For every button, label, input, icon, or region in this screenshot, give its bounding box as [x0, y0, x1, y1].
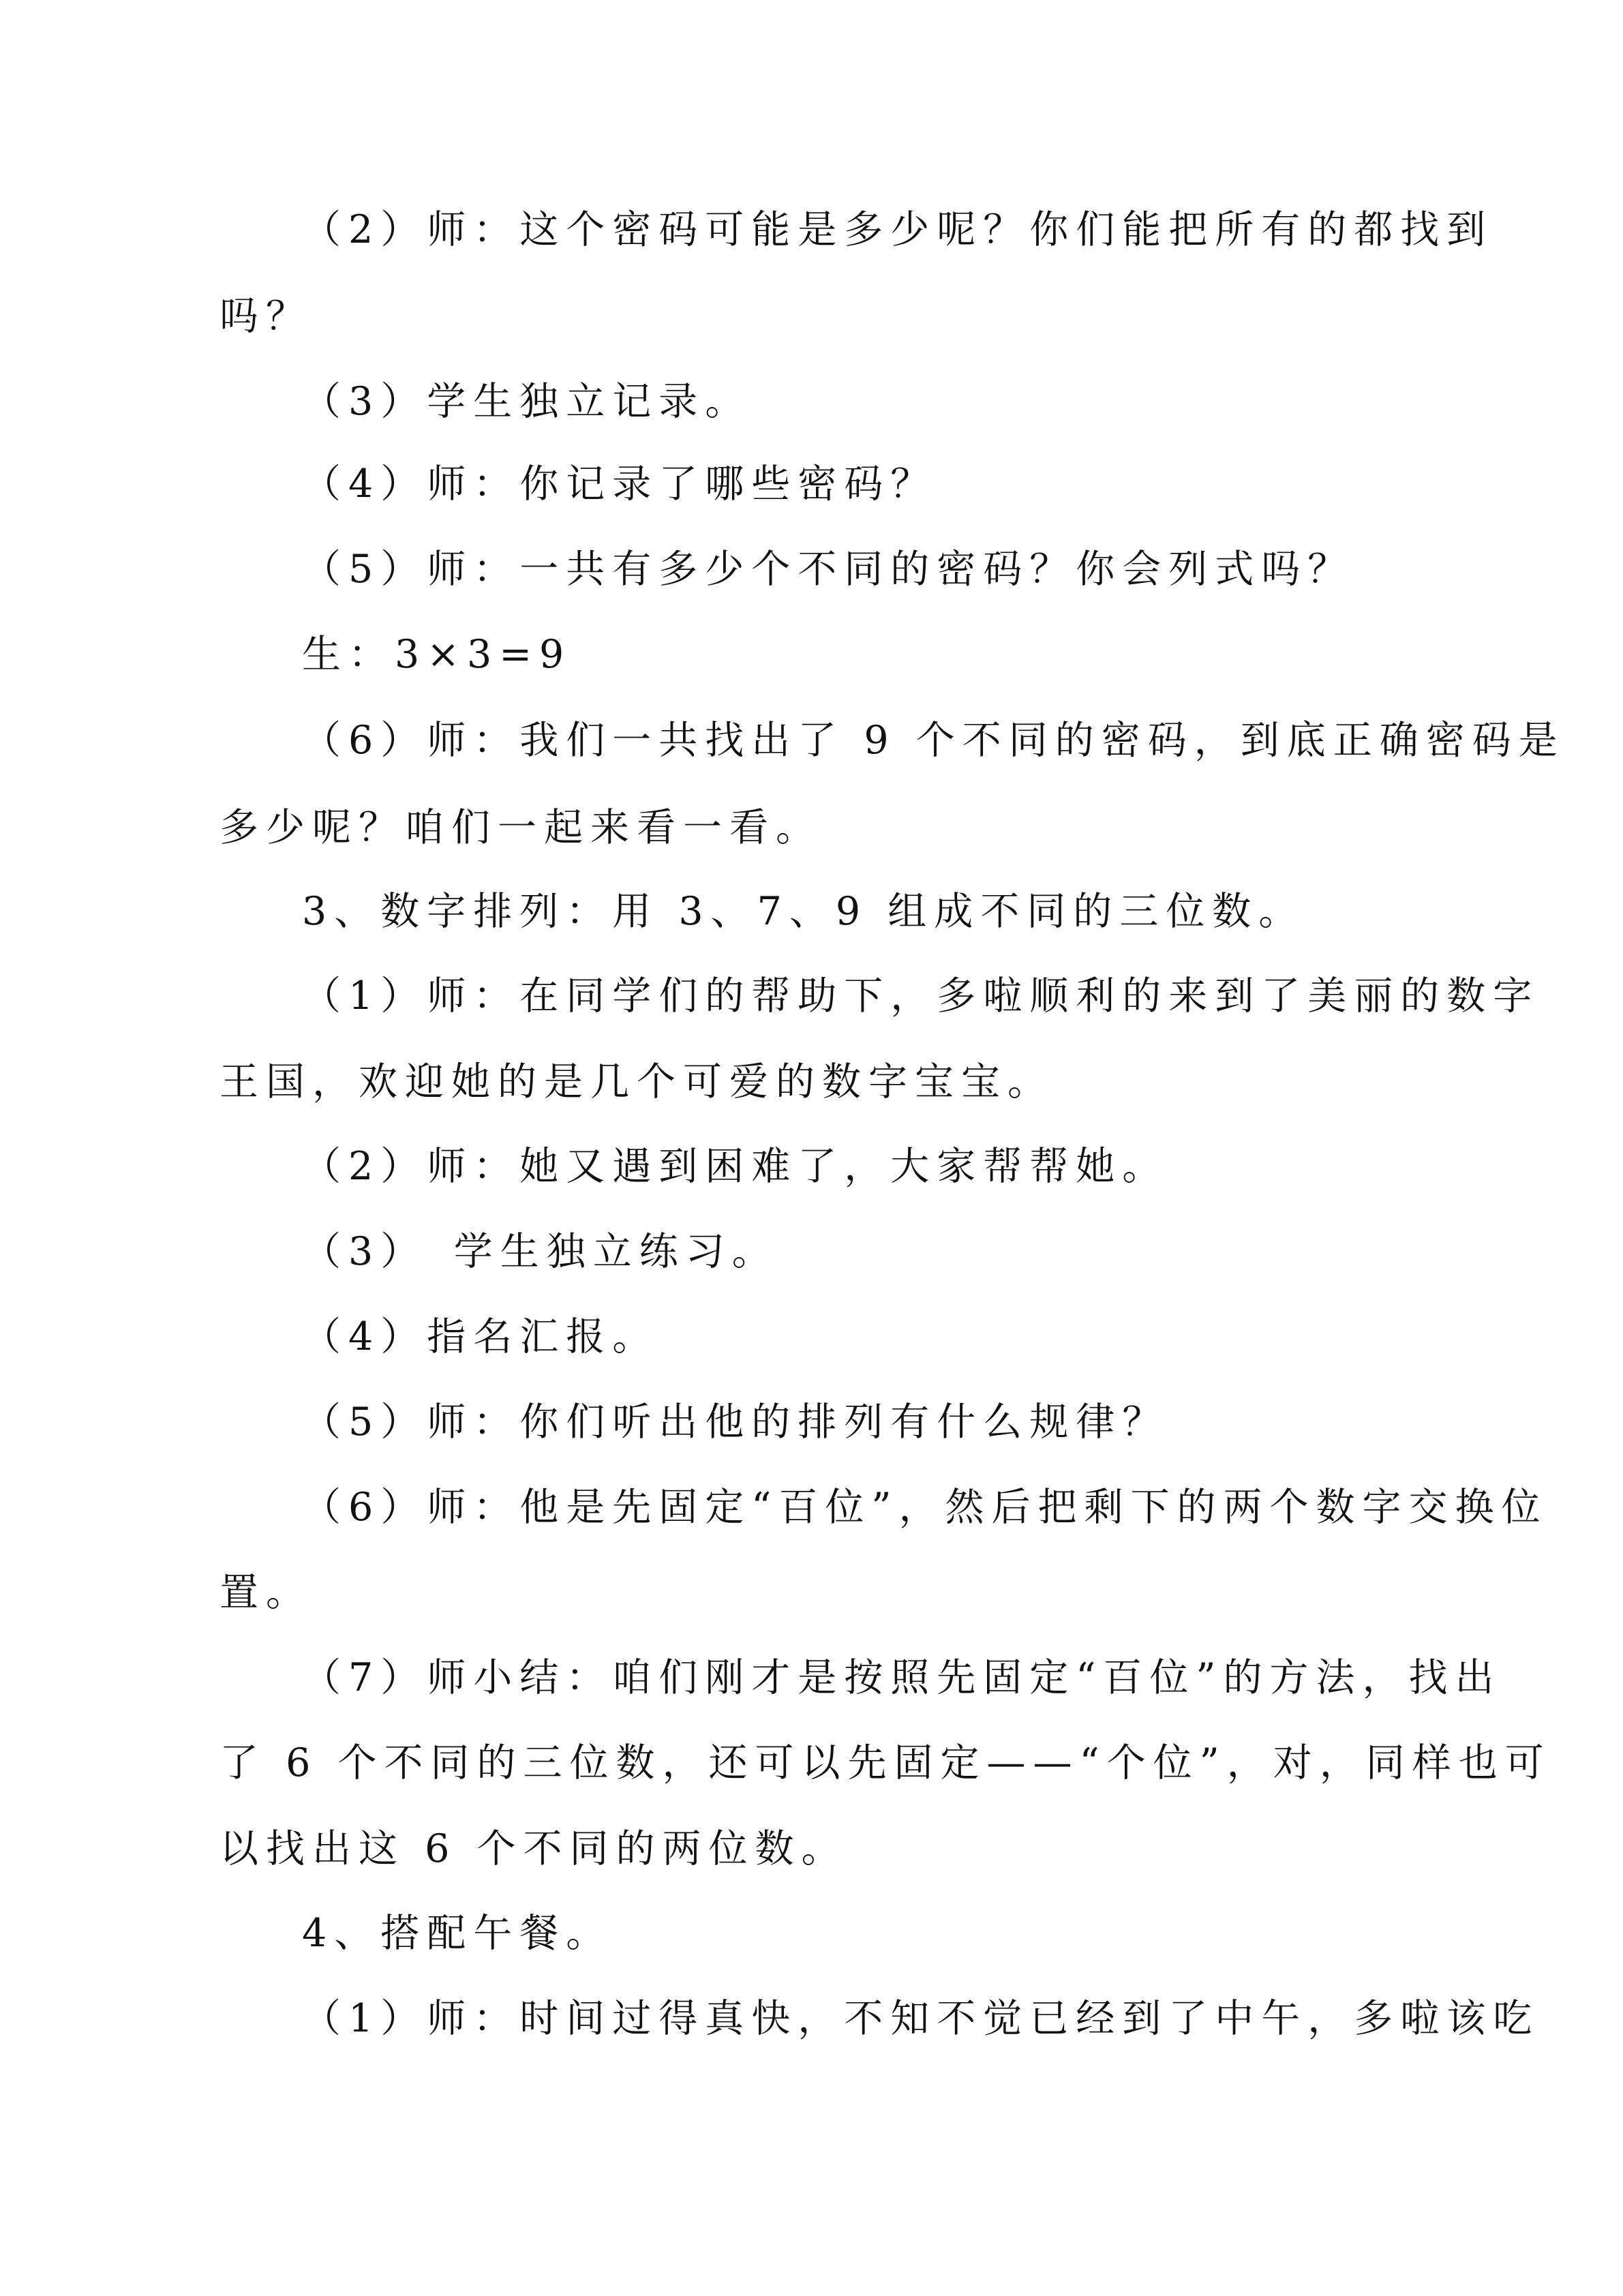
text-line: 了 6 个不同的三位数，还可以先固定——“个位”，对，同样也可 [219, 1740, 1551, 1785]
text-line: （4）师：你记录了哪些密码？ [302, 462, 937, 507]
text-line: 置。 [219, 1570, 312, 1615]
text-line: （6）师：我们一共找出了 9 个不同的密码，到底正确密码是 [302, 718, 1565, 763]
text-line: （5）师：一共有多少个不同的密码？你会列式吗？ [302, 547, 1354, 592]
text-line: 4、搭配午餐。 [302, 1911, 613, 1956]
text-line: （4）指名汇报。 [302, 1314, 659, 1359]
text-line: 3、数字排列：用 3、7、9 组成不同的三位数。 [302, 889, 1305, 934]
text-line: （5）师：你们听出他的排列有什么规律？ [302, 1400, 1169, 1445]
text-line: 王国，欢迎她的是几个可爱的数字宝宝。 [219, 1059, 1054, 1104]
text-line: （3） 学生独立练习。 [302, 1229, 778, 1274]
text-line: 吗？ [219, 294, 312, 339]
text-line: （6）师：他是先固定“百位”，然后把剩下的两个数字交换位 [302, 1485, 1548, 1530]
text-line: （1）师：在同学们的帮助下，多啦顺利的来到了美丽的数字 [302, 973, 1540, 1018]
text-line: （7）师小结：咱们刚才是按照先固定“百位”的方法，找出 [302, 1655, 1502, 1700]
text-line: （2）师：这个密码可能是多少呢？你们能把所有的都找到 [302, 207, 1493, 252]
text-line: 以找出这 6 个不同的两位数。 [219, 1826, 848, 1871]
text-line: 多少呢？咱们一起来看一看。 [219, 805, 822, 850]
text-line: 生：3×3=9 [302, 632, 572, 677]
text-line: （1）师：时间过得真快，不知不觉已经到了中午，多啦该吃 [302, 1996, 1540, 2041]
text-line: （3）学生独立记录。 [302, 379, 752, 424]
text-line: （2）师：她又遇到困难了，大家帮帮她。 [302, 1144, 1169, 1189]
